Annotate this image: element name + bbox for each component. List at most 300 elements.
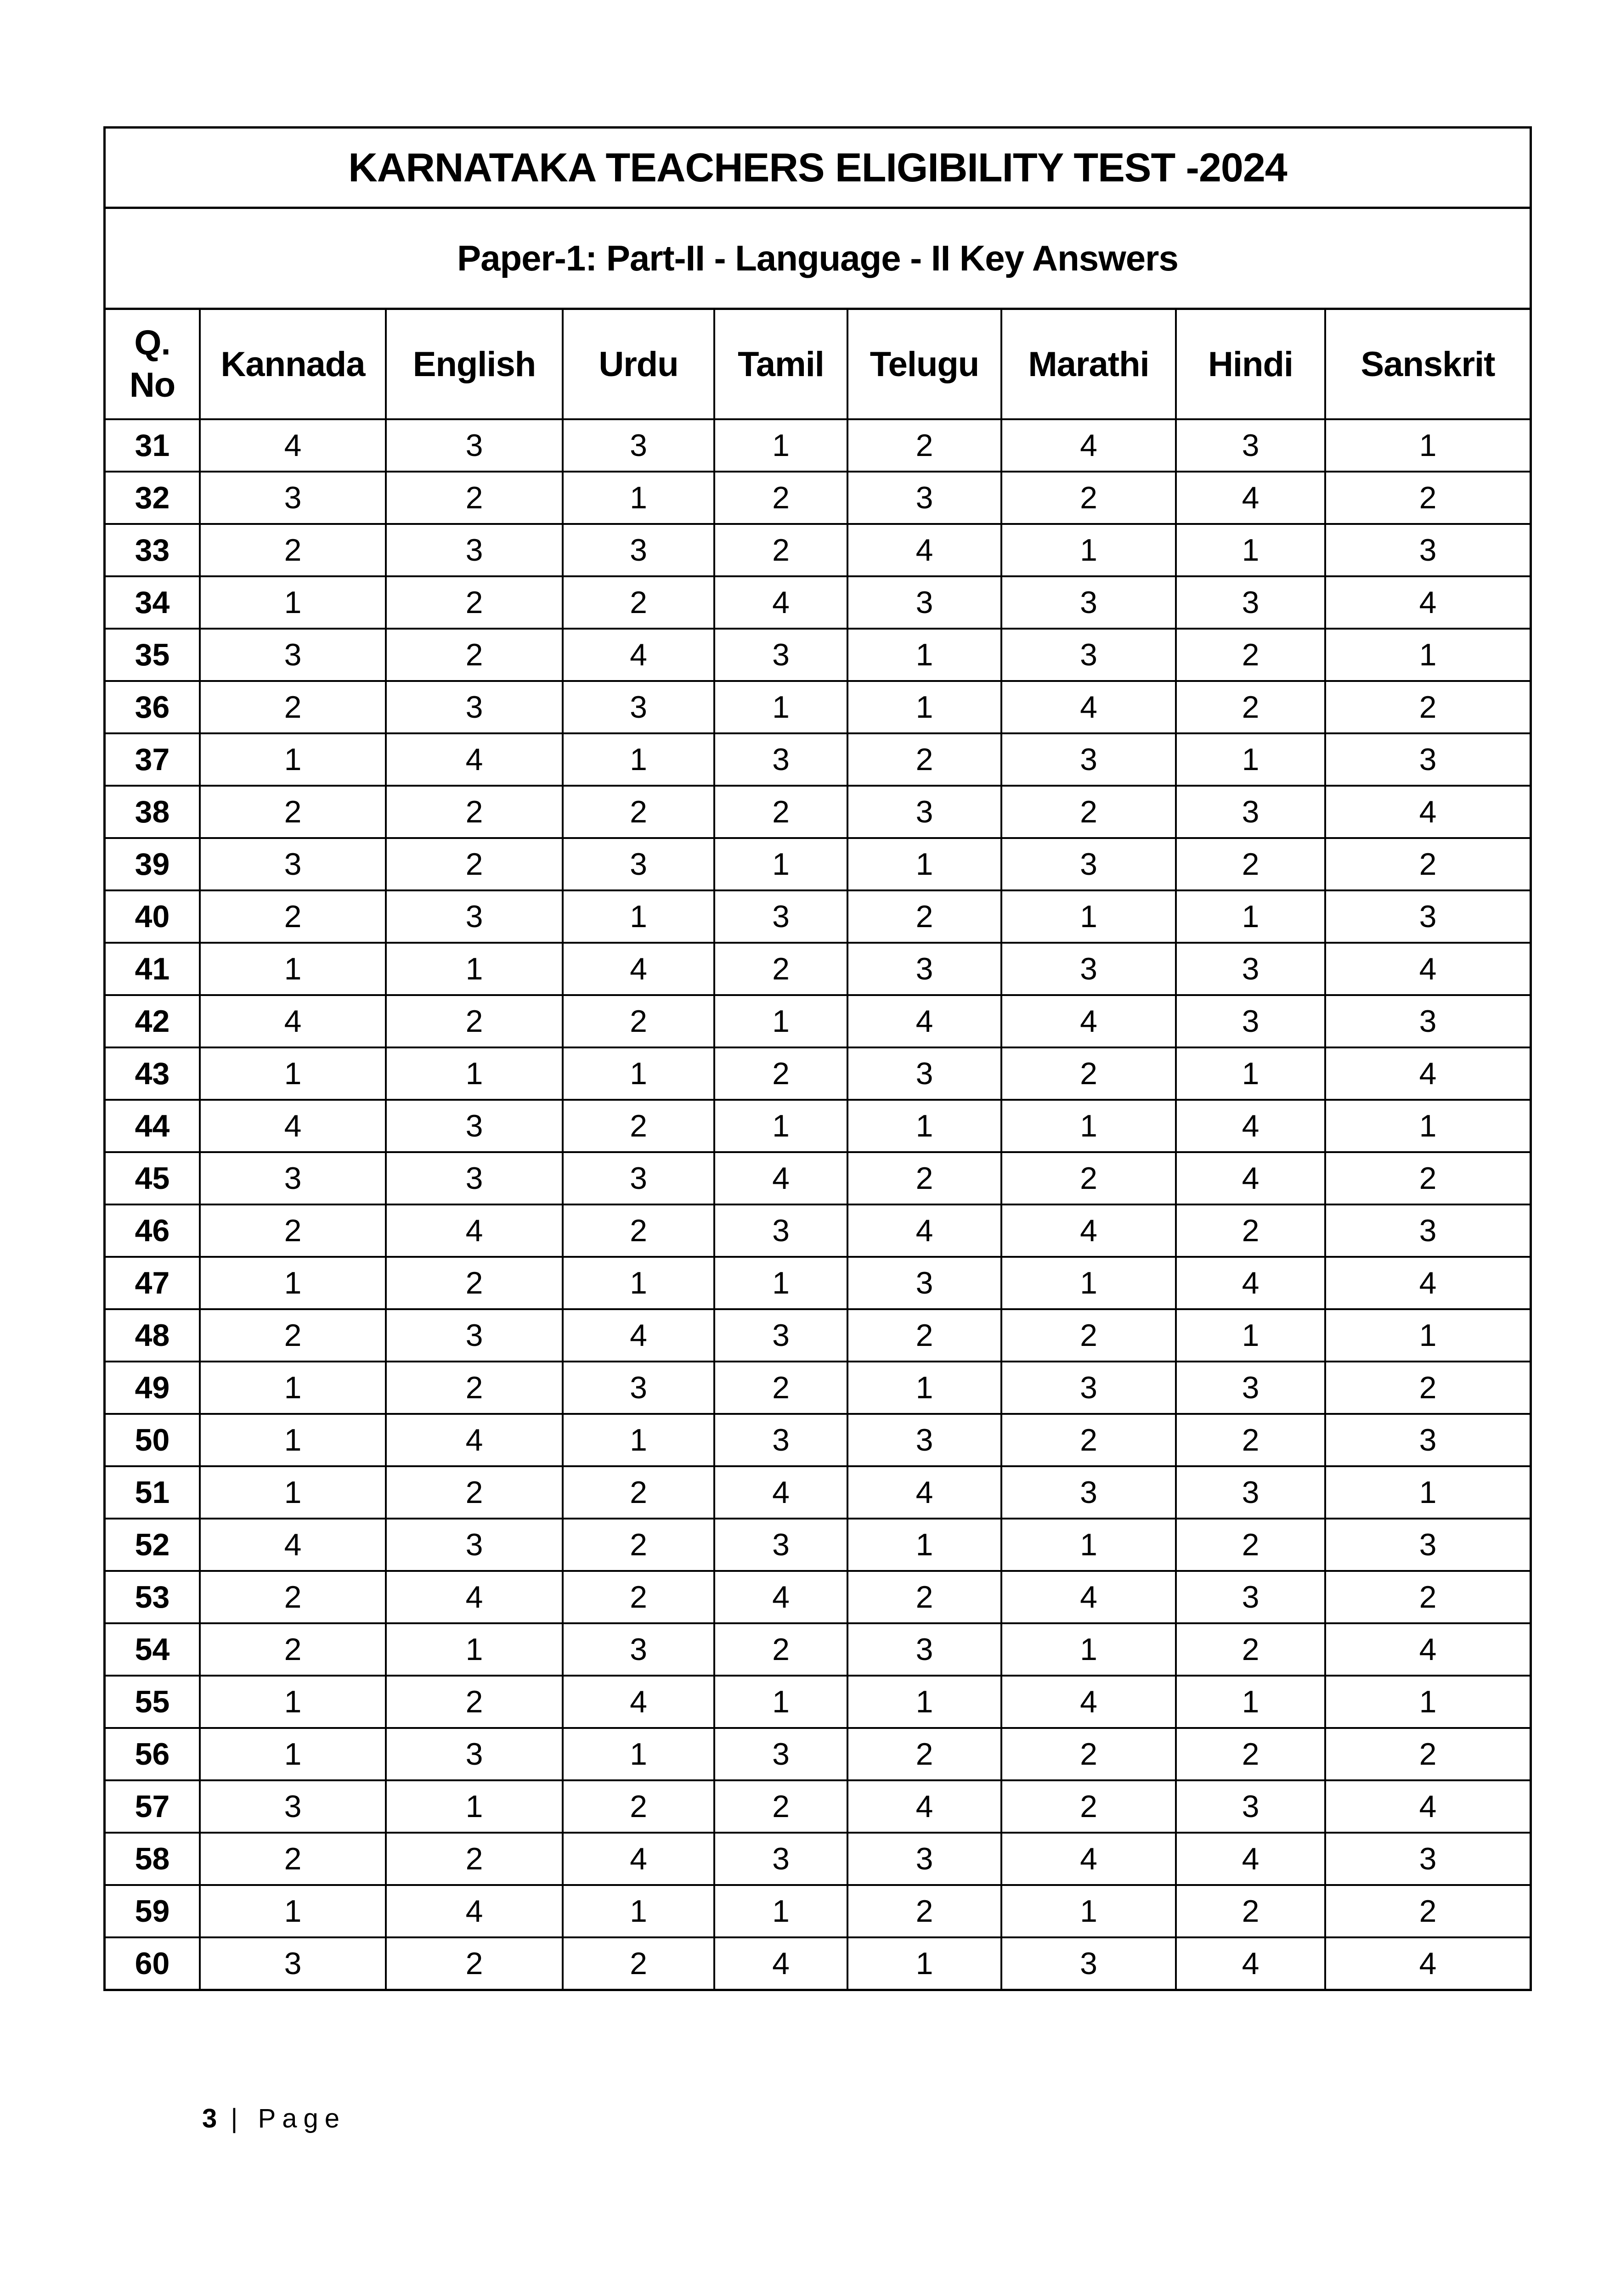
answer-marathi: 4	[1001, 995, 1176, 1047]
answer-english: 3	[386, 1309, 563, 1362]
answer-hindi: 2	[1176, 629, 1325, 681]
answer-key-body	[106, 419, 1530, 1989]
answer-urdu: 3	[563, 1362, 714, 1414]
answer-sanskrit: 3	[1325, 995, 1530, 1047]
answer-tamil: 3	[714, 1204, 847, 1257]
table-row	[106, 1571, 1530, 1623]
answer-telugu: 2	[847, 733, 1001, 786]
answer-sanskrit: 4	[1325, 1623, 1530, 1676]
answer-sanskrit: 3	[1325, 1519, 1530, 1571]
answer-tamil: 4	[714, 1571, 847, 1623]
answer-english: 4	[386, 1885, 563, 1937]
question-number: 58	[106, 1833, 200, 1885]
answer-english: 4	[386, 733, 563, 786]
answer-english: 2	[386, 1257, 563, 1309]
table-row	[106, 1204, 1530, 1257]
answer-kannada: 1	[200, 1728, 386, 1780]
table-row	[106, 629, 1530, 681]
answer-sanskrit: 3	[1325, 1414, 1530, 1466]
answer-english: 3	[386, 681, 563, 733]
answer-hindi: 3	[1176, 1466, 1325, 1519]
answer-kannada: 4	[200, 1519, 386, 1571]
answer-kannada: 1	[200, 1414, 386, 1466]
answer-hindi: 2	[1176, 1885, 1325, 1937]
question-number: 49	[106, 1362, 200, 1414]
answer-sanskrit: 1	[1325, 1309, 1530, 1362]
answer-english: 2	[386, 1362, 563, 1414]
answer-urdu: 4	[563, 629, 714, 681]
answer-kannada: 4	[200, 419, 386, 472]
answer-sanskrit: 1	[1325, 1676, 1530, 1728]
answer-telugu: 2	[847, 1571, 1001, 1623]
answer-urdu: 2	[563, 1937, 714, 1989]
answer-sanskrit: 4	[1325, 1257, 1530, 1309]
answer-telugu: 4	[847, 1204, 1001, 1257]
answer-kannada: 1	[200, 1047, 386, 1100]
answer-marathi: 4	[1001, 419, 1176, 472]
answer-telugu: 1	[847, 629, 1001, 681]
answer-kannada: 2	[200, 681, 386, 733]
table-row	[106, 1519, 1530, 1571]
qno-line2: No	[129, 366, 175, 405]
answer-sanskrit: 2	[1325, 1571, 1530, 1623]
answer-marathi: 4	[1001, 1204, 1176, 1257]
answer-sanskrit: 1	[1325, 419, 1530, 472]
answer-english: 1	[386, 1623, 563, 1676]
question-number: 46	[106, 1204, 200, 1257]
table-row	[106, 1780, 1530, 1833]
answer-tamil: 1	[714, 1676, 847, 1728]
answer-telugu: 1	[847, 1519, 1001, 1571]
answer-urdu: 1	[563, 733, 714, 786]
answer-marathi: 4	[1001, 1676, 1176, 1728]
page-label: | Page	[231, 2104, 346, 2133]
answer-hindi: 3	[1176, 1780, 1325, 1833]
answer-telugu: 2	[847, 1309, 1001, 1362]
question-number: 50	[106, 1414, 200, 1466]
answer-tamil: 4	[714, 1466, 847, 1519]
table-row	[106, 1414, 1530, 1466]
table-row	[106, 419, 1530, 472]
answer-telugu: 1	[847, 838, 1001, 890]
answer-kannada: 1	[200, 576, 386, 629]
answer-urdu: 1	[563, 1047, 714, 1100]
answer-sanskrit: 3	[1325, 1204, 1530, 1257]
answer-hindi: 3	[1176, 995, 1325, 1047]
answer-marathi: 2	[1001, 1414, 1176, 1466]
question-number: 47	[106, 1257, 200, 1309]
column-header-marathi: Marathi	[1001, 310, 1176, 419]
answer-urdu: 3	[563, 838, 714, 890]
answer-marathi: 1	[1001, 1100, 1176, 1152]
answer-marathi: 2	[1001, 1047, 1176, 1100]
table-row	[106, 1937, 1530, 1989]
answer-tamil: 2	[714, 1780, 847, 1833]
answer-urdu: 4	[563, 1833, 714, 1885]
table-row	[106, 1885, 1530, 1937]
question-number: 54	[106, 1623, 200, 1676]
answer-tamil: 3	[714, 733, 847, 786]
answer-hindi: 1	[1176, 1047, 1325, 1100]
answer-sanskrit: 4	[1325, 576, 1530, 629]
answer-kannada: 2	[200, 890, 386, 943]
answer-telugu: 1	[847, 1100, 1001, 1152]
question-number: 36	[106, 681, 200, 733]
answer-hindi: 2	[1176, 838, 1325, 890]
column-header-english: English	[386, 310, 563, 419]
answer-marathi: 2	[1001, 472, 1176, 524]
question-number: 38	[106, 786, 200, 838]
table-row	[106, 786, 1530, 838]
answer-urdu: 3	[563, 524, 714, 576]
answer-urdu: 1	[563, 1728, 714, 1780]
table-row	[106, 943, 1530, 995]
answer-urdu: 3	[563, 1152, 714, 1204]
answer-telugu: 3	[847, 576, 1001, 629]
answer-marathi: 1	[1001, 1885, 1176, 1937]
answer-telugu: 2	[847, 890, 1001, 943]
answer-tamil: 2	[714, 524, 847, 576]
answer-sanskrit: 2	[1325, 1728, 1530, 1780]
answer-hindi: 2	[1176, 1414, 1325, 1466]
question-number: 56	[106, 1728, 200, 1780]
answer-hindi: 3	[1176, 419, 1325, 472]
answer-sanskrit: 2	[1325, 472, 1530, 524]
answer-urdu: 4	[563, 943, 714, 995]
answer-marathi: 2	[1001, 1728, 1176, 1780]
question-number: 44	[106, 1100, 200, 1152]
answer-urdu: 4	[563, 1309, 714, 1362]
answer-tamil: 3	[714, 1833, 847, 1885]
answer-tamil: 3	[714, 1414, 847, 1466]
answer-telugu: 2	[847, 1885, 1001, 1937]
answer-english: 4	[386, 1571, 563, 1623]
answer-kannada: 2	[200, 1833, 386, 1885]
answer-english: 3	[386, 890, 563, 943]
answer-sanskrit: 4	[1325, 943, 1530, 995]
answer-telugu: 2	[847, 1728, 1001, 1780]
answer-kannada: 2	[200, 1623, 386, 1676]
table-row	[106, 1728, 1530, 1780]
question-number: 57	[106, 1780, 200, 1833]
answer-tamil: 3	[714, 890, 847, 943]
answer-sanskrit: 3	[1325, 890, 1530, 943]
answer-telugu: 3	[847, 1623, 1001, 1676]
column-header-hindi: Hindi	[1176, 310, 1325, 419]
table-row	[106, 1152, 1530, 1204]
table-row	[106, 472, 1530, 524]
answer-kannada: 4	[200, 995, 386, 1047]
table-row	[106, 576, 1530, 629]
answer-urdu: 1	[563, 890, 714, 943]
answer-telugu: 3	[847, 472, 1001, 524]
answer-kannada: 2	[200, 1204, 386, 1257]
answer-hindi: 1	[1176, 524, 1325, 576]
answer-hindi: 4	[1176, 1833, 1325, 1885]
answer-tamil: 1	[714, 1100, 847, 1152]
table-row	[106, 1676, 1530, 1728]
answer-tamil: 2	[714, 1623, 847, 1676]
answer-urdu: 3	[563, 681, 714, 733]
answer-urdu: 4	[563, 1676, 714, 1728]
answer-urdu: 1	[563, 472, 714, 524]
answer-english: 3	[386, 1519, 563, 1571]
answer-english: 2	[386, 995, 563, 1047]
question-number: 45	[106, 1152, 200, 1204]
answer-kannada: 1	[200, 733, 386, 786]
table-row	[106, 1309, 1530, 1362]
answer-tamil: 1	[714, 1885, 847, 1937]
answer-marathi: 3	[1001, 1937, 1176, 1989]
answer-tamil: 2	[714, 472, 847, 524]
question-number: 51	[106, 1466, 200, 1519]
answer-tamil: 2	[714, 1362, 847, 1414]
answer-sanskrit: 3	[1325, 524, 1530, 576]
answer-tamil: 4	[714, 576, 847, 629]
question-number: 55	[106, 1676, 200, 1728]
answer-marathi: 3	[1001, 733, 1176, 786]
answer-marathi: 3	[1001, 943, 1176, 995]
answer-telugu: 4	[847, 1780, 1001, 1833]
answer-tamil: 2	[714, 786, 847, 838]
answer-english: 2	[386, 1466, 563, 1519]
answer-kannada: 3	[200, 1937, 386, 1989]
answer-tamil: 1	[714, 995, 847, 1047]
answer-english: 2	[386, 1833, 563, 1885]
answer-kannada: 1	[200, 1362, 386, 1414]
answer-hindi: 2	[1176, 1728, 1325, 1780]
answer-marathi: 1	[1001, 890, 1176, 943]
answer-sanskrit: 4	[1325, 1937, 1530, 1989]
answer-kannada: 2	[200, 1309, 386, 1362]
answer-tamil: 3	[714, 1728, 847, 1780]
answer-hindi: 4	[1176, 1937, 1325, 1989]
column-header-qno	[106, 310, 200, 419]
column-header-telugu: Telugu	[847, 310, 1001, 419]
answer-hindi: 1	[1176, 1676, 1325, 1728]
document-title: KARNATAKA TEACHERS ELIGIBILITY TEST -2024	[106, 129, 1530, 209]
answer-marathi: 3	[1001, 576, 1176, 629]
answer-urdu: 2	[563, 1100, 714, 1152]
answer-urdu: 1	[563, 1414, 714, 1466]
answer-telugu: 1	[847, 1362, 1001, 1414]
answer-tamil: 3	[714, 1519, 847, 1571]
answer-kannada: 1	[200, 1676, 386, 1728]
answer-marathi: 1	[1001, 1257, 1176, 1309]
answer-urdu: 3	[563, 1623, 714, 1676]
answer-hindi: 4	[1176, 1100, 1325, 1152]
answer-sanskrit: 2	[1325, 1362, 1530, 1414]
answer-tamil: 1	[714, 838, 847, 890]
table-row	[106, 1466, 1530, 1519]
answer-hindi: 4	[1176, 1152, 1325, 1204]
answer-sanskrit: 2	[1325, 681, 1530, 733]
answer-marathi: 2	[1001, 1309, 1176, 1362]
answer-english: 2	[386, 1676, 563, 1728]
question-number: 41	[106, 943, 200, 995]
answer-marathi: 4	[1001, 1571, 1176, 1623]
answer-english: 2	[386, 1937, 563, 1989]
answer-hindi: 4	[1176, 472, 1325, 524]
answer-urdu: 1	[563, 1885, 714, 1937]
answer-telugu: 3	[847, 1047, 1001, 1100]
answer-hindi: 4	[1176, 1257, 1325, 1309]
answer-marathi: 3	[1001, 629, 1176, 681]
question-number: 35	[106, 629, 200, 681]
answer-kannada: 2	[200, 786, 386, 838]
answer-hindi: 3	[1176, 576, 1325, 629]
answer-kannada: 1	[200, 943, 386, 995]
answer-kannada: 3	[200, 472, 386, 524]
table-row	[106, 1100, 1530, 1152]
table-row	[106, 1623, 1530, 1676]
answer-hindi: 2	[1176, 681, 1325, 733]
question-number: 52	[106, 1519, 200, 1571]
question-number: 32	[106, 472, 200, 524]
answer-telugu: 4	[847, 1466, 1001, 1519]
answer-english: 1	[386, 1780, 563, 1833]
answer-tamil: 3	[714, 629, 847, 681]
column-header-kannada: Kannada	[200, 310, 386, 419]
answer-kannada: 3	[200, 629, 386, 681]
answer-tamil: 2	[714, 943, 847, 995]
answer-sanskrit: 4	[1325, 786, 1530, 838]
answer-marathi: 4	[1001, 1833, 1176, 1885]
answer-sanskrit: 1	[1325, 1466, 1530, 1519]
table-row	[106, 1257, 1530, 1309]
question-number: 42	[106, 995, 200, 1047]
document-subtitle: Paper-1: Part-II - Language - II Key Answers	[106, 209, 1530, 310]
question-number: 53	[106, 1571, 200, 1623]
answer-kannada: 3	[200, 1152, 386, 1204]
question-number: 34	[106, 576, 200, 629]
answer-telugu: 1	[847, 681, 1001, 733]
table-row	[106, 890, 1530, 943]
table-row	[106, 524, 1530, 576]
answer-urdu: 2	[563, 576, 714, 629]
answer-urdu: 1	[563, 1257, 714, 1309]
answer-tamil: 1	[714, 419, 847, 472]
table-row	[106, 995, 1530, 1047]
question-number: 43	[106, 1047, 200, 1100]
qno-line1: Q.	[134, 323, 170, 362]
answer-marathi: 3	[1001, 1362, 1176, 1414]
answer-english: 2	[386, 838, 563, 890]
answer-telugu: 3	[847, 786, 1001, 838]
answer-urdu: 2	[563, 1466, 714, 1519]
answer-key-table	[106, 310, 1530, 1989]
column-header-tamil: Tamil	[714, 310, 847, 419]
answer-tamil: 3	[714, 1309, 847, 1362]
column-header-sanskrit: Sanskrit	[1325, 310, 1530, 419]
answer-sanskrit: 4	[1325, 1780, 1530, 1833]
answer-english: 3	[386, 524, 563, 576]
answer-english: 3	[386, 1152, 563, 1204]
answer-sanskrit: 2	[1325, 838, 1530, 890]
question-number: 40	[106, 890, 200, 943]
answer-sanskrit: 2	[1325, 1152, 1530, 1204]
answer-hindi: 3	[1176, 943, 1325, 995]
answer-telugu: 2	[847, 419, 1001, 472]
answer-telugu: 1	[847, 1676, 1001, 1728]
answer-telugu: 3	[847, 1833, 1001, 1885]
answer-hindi: 1	[1176, 1309, 1325, 1362]
answer-urdu: 2	[563, 1204, 714, 1257]
table-row	[106, 1362, 1530, 1414]
answer-urdu: 3	[563, 419, 714, 472]
table-row	[106, 1047, 1530, 1100]
answer-english: 2	[386, 786, 563, 838]
answer-kannada: 4	[200, 1100, 386, 1152]
table-row	[106, 838, 1530, 890]
answer-kannada: 1	[200, 1257, 386, 1309]
answer-marathi: 3	[1001, 838, 1176, 890]
answer-hindi: 2	[1176, 1623, 1325, 1676]
answer-english: 4	[386, 1204, 563, 1257]
answer-sanskrit: 4	[1325, 1047, 1530, 1100]
answer-english: 3	[386, 1100, 563, 1152]
answer-telugu: 3	[847, 1414, 1001, 1466]
table-row	[106, 1833, 1530, 1885]
answer-hindi: 1	[1176, 890, 1325, 943]
answer-sanskrit: 1	[1325, 629, 1530, 681]
answer-kannada: 3	[200, 1780, 386, 1833]
answer-marathi: 1	[1001, 1623, 1176, 1676]
answer-english: 2	[386, 576, 563, 629]
answer-urdu: 2	[563, 786, 714, 838]
answer-marathi: 4	[1001, 681, 1176, 733]
answer-marathi: 2	[1001, 1780, 1176, 1833]
answer-english: 1	[386, 1047, 563, 1100]
answer-sanskrit: 1	[1325, 1100, 1530, 1152]
question-number: 39	[106, 838, 200, 890]
question-number: 37	[106, 733, 200, 786]
answer-sanskrit: 3	[1325, 733, 1530, 786]
answer-hindi: 1	[1176, 733, 1325, 786]
answer-tamil: 4	[714, 1152, 847, 1204]
answer-urdu: 2	[563, 1780, 714, 1833]
answer-english: 2	[386, 472, 563, 524]
answer-key-document	[103, 126, 1532, 1991]
answer-telugu: 2	[847, 1152, 1001, 1204]
answer-telugu: 1	[847, 1937, 1001, 1989]
answer-urdu: 2	[563, 1571, 714, 1623]
answer-english: 1	[386, 943, 563, 995]
answer-telugu: 3	[847, 943, 1001, 995]
answer-telugu: 3	[847, 1257, 1001, 1309]
answer-english: 3	[386, 419, 563, 472]
answer-english: 2	[386, 629, 563, 681]
header-row	[106, 310, 1530, 419]
answer-hindi: 3	[1176, 786, 1325, 838]
page-number: 3	[202, 2104, 217, 2133]
answer-tamil: 1	[714, 681, 847, 733]
answer-hindi: 2	[1176, 1204, 1325, 1257]
answer-telugu: 4	[847, 995, 1001, 1047]
question-number: 60	[106, 1937, 200, 1989]
answer-telugu: 4	[847, 524, 1001, 576]
answer-tamil: 4	[714, 1937, 847, 1989]
answer-tamil: 2	[714, 1047, 847, 1100]
answer-kannada: 2	[200, 524, 386, 576]
answer-hindi: 2	[1176, 1519, 1325, 1571]
question-number: 59	[106, 1885, 200, 1937]
answer-urdu: 2	[563, 1519, 714, 1571]
answer-kannada: 3	[200, 838, 386, 890]
answer-marathi: 1	[1001, 1519, 1176, 1571]
answer-kannada: 2	[200, 1571, 386, 1623]
answer-marathi: 2	[1001, 786, 1176, 838]
